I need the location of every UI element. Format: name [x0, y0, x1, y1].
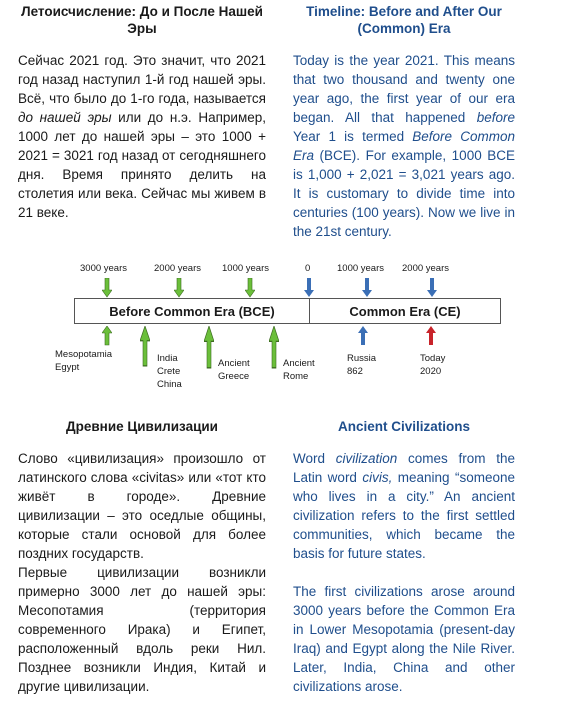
timeline-top-label: 3000 years: [80, 263, 128, 274]
timeline-bottom-line: China: [157, 379, 182, 390]
italic-term: до нашей эры: [18, 110, 112, 125]
timeline-bottom-label: [347, 352, 376, 378]
left-bottom-section: [18, 418, 266, 696]
timeline-bottom-label: [420, 352, 445, 378]
timeline-bottom-label: [55, 348, 112, 374]
civ-body-ru-2: Первые цивилизации возникли примерно 3000 лет до нашей эры: Месопотамия (территория современного Ирака) и Египет, расположенный вдоль реки Нил. Позднее возникли Индия, Китай и другие цивилизации.: [18, 565, 266, 694]
timeline-top-label: 1000 years: [222, 263, 270, 274]
timeline-bottom-line: 2020: [420, 366, 442, 377]
up-arrow-green-icon: [269, 326, 279, 375]
timeline-bottom-line: Mesopotamia: [55, 349, 113, 360]
timeline-bottom-label: [283, 357, 315, 383]
italic-term: civilization: [335, 451, 398, 466]
civ-body-en-1: Word civilization comes from the Latin word civis, meaning “someone who lives in a city.” An ancient civilization refers to the first settled communities, which became the basis for future states.: [293, 451, 516, 561]
timeline-bottom-line: India: [157, 353, 178, 364]
timeline-top-label: 1000 years: [337, 263, 385, 274]
civ-body-en-2: The first civilizations arose around 3000 years before the Common Era in Lower Mesopotamia (present-day Iraq) and Egypt along the Nile River. Later, India, China and other civilizations arose.: [293, 584, 515, 694]
timeline-bottom-line: Rome: [283, 371, 309, 382]
bce-bar: [74, 298, 310, 324]
ce-bar: [309, 298, 501, 324]
section-body-en: Today is the year 2021. This means that two thousand and twenty one year ago, the first year of our era began. All that happened before Year 1 is termed Before Common Era (BCE). For example, 1000 BCE is 1,000 + 2,021 = 3,021 years ago. It is customary to divide time into centuries (100 years). Now we live in the 21st century.: [293, 53, 515, 239]
right-top-section: [293, 3, 515, 241]
timeline-bottom-line: Ancient: [218, 358, 250, 369]
timeline-bottom-label: [218, 357, 250, 383]
up-arrow-blue-icon: [358, 326, 368, 351]
civ-title-en: Ancient Civilizations: [337, 419, 471, 434]
italic-term: before: [476, 110, 515, 125]
timeline-top-label: 2000 years: [402, 263, 450, 274]
up-arrow-green-icon: [140, 326, 150, 373]
up-arrow-green-icon: [204, 326, 214, 375]
timeline-bottom-line: 862: [347, 366, 363, 377]
italic-term: civis,: [362, 470, 393, 485]
ce-label: Common Era (CE): [349, 304, 461, 319]
right-bottom-section: [293, 418, 515, 696]
timeline-bottom-line: Greece: [218, 371, 250, 382]
bce-label: Before Common Era (BCE): [109, 304, 275, 319]
timeline-bottom-label: [157, 352, 182, 391]
timeline-bottom-line: Ancient: [283, 358, 315, 369]
timeline-bottom-line: Russia: [347, 353, 377, 364]
section-title-ru: Летоисчисление: До и После Нашей Эры: [21, 4, 263, 36]
civ-body-ru-1: Слово «цивилизация» произошло от латинского слова «civitas» или «тот кто живёт в городе». Древние цивилизации – это оседлые общины, которые стали основой для более поздних государств.: [18, 451, 266, 561]
timeline-top-label: 2000 years: [154, 263, 202, 274]
timeline-bottom-line: Egypt: [55, 362, 80, 373]
timeline-top-label: 0: [305, 263, 311, 274]
section-body-ru: Сейчас 2021 год. Это значит, что 2021 год назад наступил 1-й год нашей эры. Всё, что было до 1-го года, называется до нашей эры или до н.э. Например, 1000 лет до нашей эры – это 1000 + 2021 = 3021 год назад от сегодняшнего дня. Время принято делить на столетия или века. Сейчас мы живем в 21 веке.: [18, 53, 267, 220]
left-top-section: [18, 3, 266, 222]
up-arrow-red-icon: [426, 326, 436, 351]
civ-title-ru: Древние Цивилизации: [66, 419, 218, 434]
timeline-bottom-line: Today: [420, 353, 446, 364]
italic-term: Before Common Era: [293, 129, 515, 163]
timeline-bottom-line: Crete: [157, 366, 181, 377]
section-title-en: Timeline: Before and After Our (Common) Era: [306, 4, 502, 36]
